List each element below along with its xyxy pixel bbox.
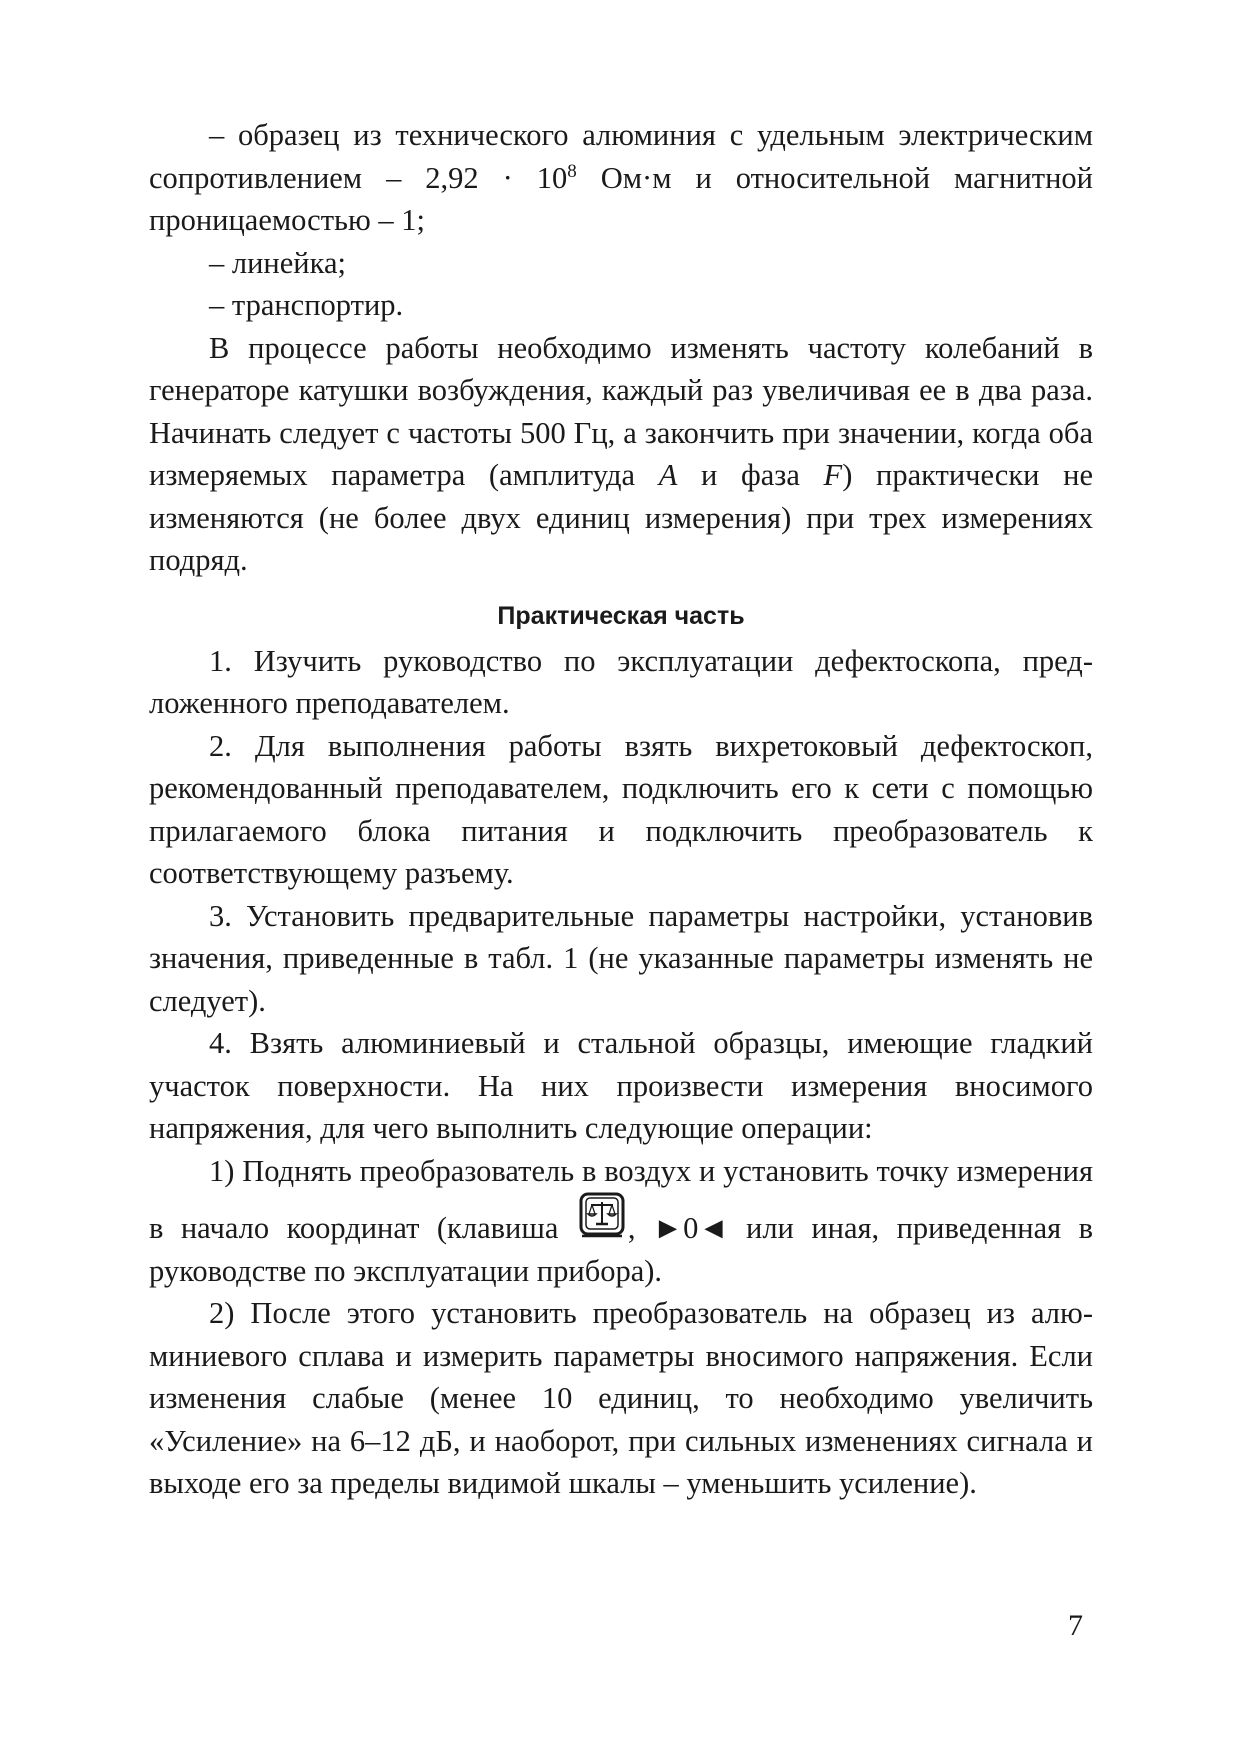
material-ruler: – линейка; [209,245,346,280]
section-heading: Практическая часть [497,601,745,630]
material-aluminium-text-end: Ом·м и относительной магнитной проницаемостью – 1; [149,160,1093,237]
process-text: В процессе работы необходимо изменять частоту колебаний в генераторе катушки возбуждения, каждый раз увеличивая ее в два раза. Начинать следует с частоты 500 Гц, а закончить при значении, когда оба измеряемых параметра (амплитуда [149,330,1093,492]
step-3: 3. Установить предварительные параметры настройки, установив значения, приведенные в табл. 1 (не указанные параметры изменять не следует). [149,898,1093,1018]
material-aluminium-text: – образец из технического алюминия с удельным электрическим сопротивлением – 2,92 · 10 [149,118,1093,195]
material-protractor: – транспортир. [209,288,404,322]
process-text-end: ) практически не изменяются (не более двух единиц измерения) при трех измерениях подряд. [149,458,1093,577]
step-2: 2. Для выполнения работы взять вихретоковый дефектоскоп, рекомендованный преподавателем, подключить его к сети с помощью прилагаемого блока питания и подключить преобразователь к соответствующему разъему. [149,728,1093,890]
balance-scale-key-icon [577,1192,627,1240]
substep-2: 2) После этого установить преобразователь на образец из алюминиевого сплава и измерить параметры вносимого напряжения. Если изменения слабые (менее 10 единиц, то необходимо увеличить «Усиление» на 6–12 дБ, и наоборот, при сильных изменениях сигнала и выходе его за пределы видимой шкалы – уменьшить усиление). [149,1296,1093,1500]
page-number: 7 [1068,1609,1083,1642]
substep-1-text: 1) Поднять преобразователь в воздух и установить точку измерения в начало координат (клавиша [149,1153,1093,1245]
material-aluminium-sample [149,114,1093,242]
variable-phase: F [823,458,843,492]
substep-1 [149,1150,1093,1293]
variable-amplitude: A [658,458,678,492]
process-paragraph [149,327,1093,582]
step-1: 1. Изучить руководство по эксплуатации дефектоскопа, предложенного преподавателем. [149,643,1093,720]
document-body [149,114,1093,1505]
exponent: 8 [567,160,577,182]
step-4: 4. Взять алюминиевый и стальной образцы, имеющие гладкий участок поверхности. На них произвести измерения вносимого напряжения, для чего выполнить следующие операции: [149,1026,1093,1145]
substep-1-text-end: , ►0◄ или иная, приведенная в руководстве по эксплуатации прибора). [149,1211,1093,1288]
process-text-mid: и фаза [677,458,824,492]
